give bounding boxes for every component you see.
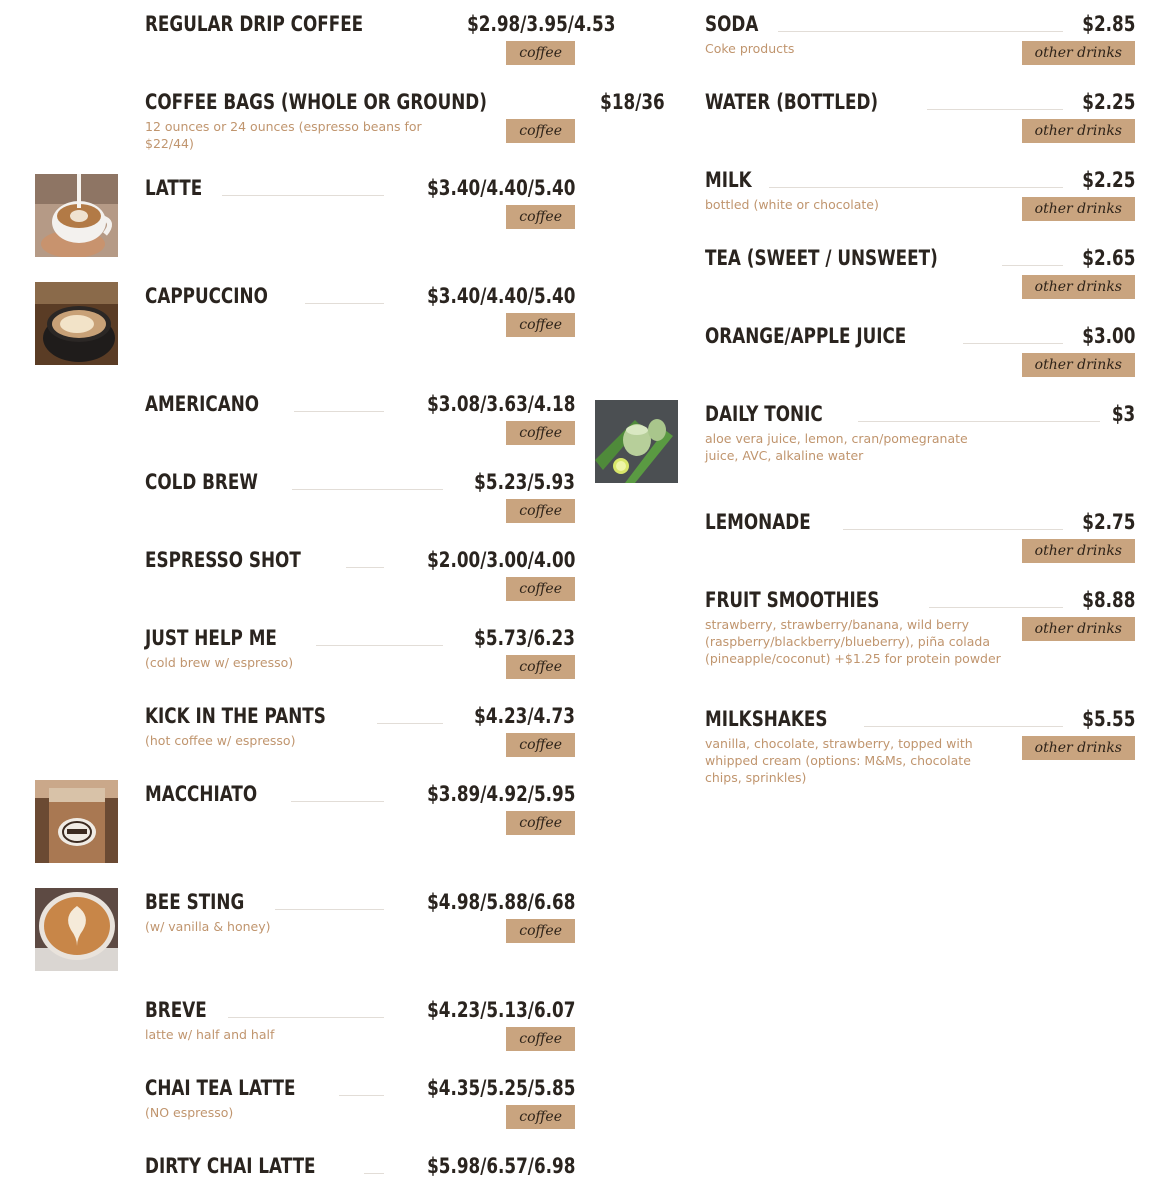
leader-line <box>291 801 383 802</box>
item-price: $4.23/5.13/6.07 <box>426 998 575 1022</box>
leader-line <box>769 187 1062 188</box>
item-price: $3 <box>1111 402 1135 426</box>
item-name: SODA <box>705 12 759 36</box>
item-price: $2.65 <box>1081 246 1135 270</box>
category-tag[interactable]: coffee <box>506 421 575 445</box>
item-name: LEMONADE <box>705 510 811 534</box>
category-tag[interactable]: other drinks <box>1022 736 1135 760</box>
category-tag[interactable]: coffee <box>506 205 575 229</box>
item-name: CHAI TEA LATTE <box>145 1076 296 1100</box>
category-tag[interactable]: coffee <box>506 1105 575 1129</box>
leader-line <box>364 1173 383 1174</box>
category-tag[interactable]: other drinks <box>1022 41 1135 65</box>
category-tag[interactable]: coffee <box>506 1027 575 1051</box>
item-price: $5.98/6.57/6.98 <box>426 1154 575 1178</box>
item-name: MILK <box>705 168 752 192</box>
item-name: DIRTY CHAI LATTE <box>145 1154 316 1178</box>
item-price: $5.23/5.93 <box>474 470 575 494</box>
aloe-tonic-photo[interactable] <box>595 400 678 483</box>
category-tag[interactable]: coffee <box>506 919 575 943</box>
leader-line <box>927 109 1062 110</box>
category-tag[interactable]: coffee <box>506 499 575 523</box>
item-description: (w/ vanilla & honey) <box>145 919 271 934</box>
item-price: $2.00/3.00/4.00 <box>426 548 575 572</box>
item-name: CAPPUCCINO <box>145 284 268 308</box>
item-price: $3.00 <box>1081 324 1135 348</box>
item-price: $4.98/5.88/6.68 <box>426 890 575 914</box>
item-description: (hot coffee w/ espresso) <box>145 733 296 748</box>
item-description: aloe vera juice, lemon, cran/pomegranate juice, AVC, alkaline water <box>705 431 968 463</box>
item-name: ORANGE/APPLE JUICE <box>705 324 907 348</box>
category-tag[interactable]: coffee <box>506 577 575 601</box>
leader-line <box>294 411 384 412</box>
category-tag[interactable]: other drinks <box>1022 275 1135 299</box>
item-name: JUST HELP ME <box>145 626 277 650</box>
leader-line <box>377 723 443 724</box>
item-name: FRUIT SMOOTHIES <box>705 588 880 612</box>
item-description: (NO espresso) <box>145 1105 234 1120</box>
item-name: WATER (BOTTLED) <box>705 90 879 114</box>
item-name: DAILY TONIC <box>705 402 823 426</box>
category-tag[interactable]: coffee <box>506 313 575 337</box>
item-description: Coke products <box>705 41 795 56</box>
item-price: $3.40/4.40/5.40 <box>426 176 575 200</box>
item-description: latte w/ half and half <box>145 1027 275 1042</box>
leader-line <box>778 31 1063 32</box>
item-description: vanilla, chocolate, strawberry, topped with whipped cream (options: M&Ms, chocolate chips, sprinkles) <box>705 736 973 785</box>
item-price: $3.40/4.40/5.40 <box>426 284 575 308</box>
item-price: $2.85 <box>1081 12 1135 36</box>
category-tag[interactable]: coffee <box>506 41 575 65</box>
category-tag[interactable]: coffee <box>506 119 575 143</box>
leader-line <box>843 529 1062 530</box>
cappuccino-mug-photo[interactable] <box>35 282 118 365</box>
category-tag[interactable]: other drinks <box>1022 539 1135 563</box>
item-price: $3.08/3.63/4.18 <box>426 392 575 416</box>
item-description: strawberry, strawberry/banana, wild berry (raspberry/blackberry/blueberry), piña colada (pineapple/coconut) +$1.25 for protein powder <box>705 617 1001 666</box>
item-price: $8.88 <box>1081 588 1135 612</box>
item-price: $2.25 <box>1081 168 1135 192</box>
item-description: bottled (white or chocolate) <box>705 197 879 212</box>
item-name: LATTE <box>145 176 203 200</box>
item-price: $2.98/3.95/4.53 <box>466 12 616 36</box>
iced-macchiato-cup-photo[interactable] <box>35 780 118 863</box>
latte-art-cup-photo[interactable] <box>35 174 118 257</box>
bee-sting-latte-photo[interactable] <box>35 888 118 971</box>
item-name: ESPRESSO SHOT <box>145 548 301 572</box>
item-price: $4.23/4.73 <box>474 704 575 728</box>
item-price: $2.25 <box>1081 90 1135 114</box>
category-tag[interactable]: coffee <box>506 655 575 679</box>
leader-line <box>305 303 384 304</box>
item-name: REGULAR DRIP COFFEE <box>145 12 364 36</box>
item-price: $5.55 <box>1081 707 1135 731</box>
item-price: $18/36 <box>600 90 666 114</box>
item-price: $4.35/5.25/5.85 <box>426 1076 575 1100</box>
leader-line <box>858 421 1100 422</box>
item-description: (cold brew w/ espresso) <box>145 655 294 670</box>
leader-line <box>963 343 1063 344</box>
item-name: COLD BREW <box>145 470 258 494</box>
leader-line <box>222 195 383 196</box>
item-description: 12 ounces or 24 ounces (espresso beans for $22/44) <box>145 119 422 151</box>
category-tag[interactable]: other drinks <box>1022 353 1135 377</box>
item-name: BEE STING <box>145 890 245 914</box>
item-price: $2.75 <box>1081 510 1135 534</box>
leader-line <box>929 607 1063 608</box>
category-tag[interactable]: coffee <box>506 811 575 835</box>
leader-line <box>864 726 1063 727</box>
item-name: AMERICANO <box>145 392 260 416</box>
item-name: BREVE <box>145 998 207 1022</box>
item-price: $5.73/6.23 <box>474 626 575 650</box>
item-name: MACCHIATO <box>145 782 258 806</box>
item-name: COFFEE BAGS (WHOLE OR GROUND) <box>145 90 487 114</box>
category-tag[interactable]: other drinks <box>1022 197 1135 221</box>
category-tag[interactable]: other drinks <box>1022 119 1135 143</box>
leader-line <box>228 1017 383 1018</box>
item-name: KICK IN THE PANTS <box>145 704 326 728</box>
leader-line <box>292 489 443 490</box>
leader-line <box>339 1095 384 1096</box>
leader-line <box>275 909 384 910</box>
item-name: MILKSHAKES <box>705 707 828 731</box>
item-price: $3.89/4.92/5.95 <box>426 782 575 806</box>
category-tag[interactable]: other drinks <box>1022 617 1135 641</box>
category-tag[interactable]: coffee <box>506 733 575 757</box>
leader-line <box>316 645 443 646</box>
leader-line <box>346 567 384 568</box>
item-name: TEA (SWEET / UNSWEET) <box>705 246 938 270</box>
leader-line <box>1002 265 1063 266</box>
